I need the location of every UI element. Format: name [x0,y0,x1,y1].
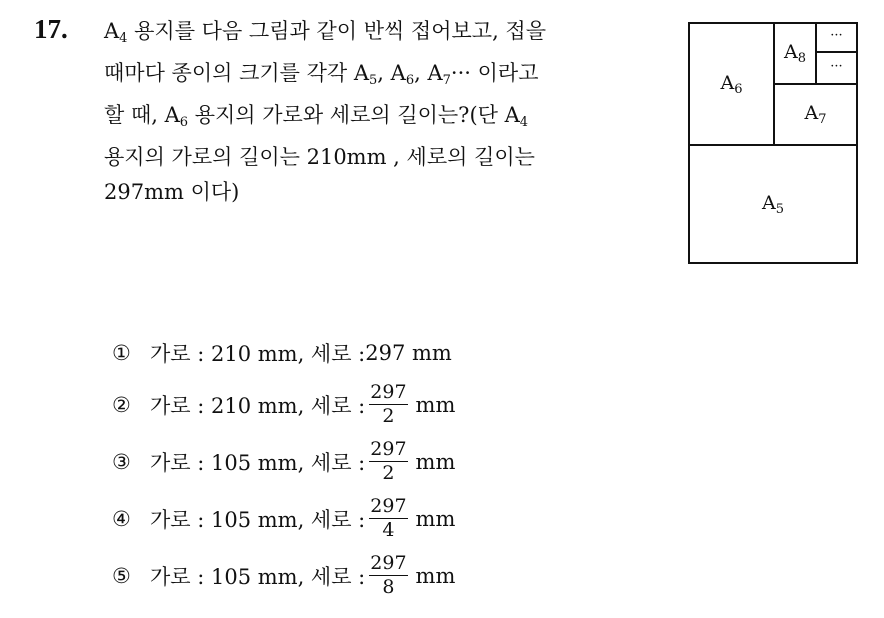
choice-1[interactable] [112,338,452,368]
choice-2[interactable] [112,382,455,427]
unit: mm [415,392,456,417]
numerator: 297 [370,495,407,517]
stem-text: 할 때, A [104,103,180,127]
region-label: $A_6$ [720,71,743,97]
numerator: 297 [370,381,407,403]
choice-number: ① [112,341,131,365]
region-label: $A_8$ [783,41,806,66]
choice-value: 297 mm [365,341,452,365]
denominator: 2 [382,462,395,484]
choice-number: ④ [112,506,131,531]
choice-5[interactable] [112,553,455,598]
paper-fold-diagram [688,22,858,264]
choice-number: ② [112,392,131,417]
stem-text: , A [377,61,406,85]
stem-text: 용지의 가로와 세로의 길이는?(단 A [188,103,520,127]
region-label: $A_5$ [761,191,784,217]
region-a7 [775,83,856,144]
region-dots-top: ··· [817,24,856,53]
fraction [369,553,407,598]
choice-text: 가로 : 210 mm, 세로 : [150,342,366,366]
numerator: 297 [370,438,407,460]
stem-text: 때마다 종이의 크기를 각각 A [104,61,370,85]
unit: mm [415,506,456,531]
region-a6 [690,24,775,144]
fraction [369,439,407,484]
subscript: 7 [442,73,451,88]
stem-text: 용지를 다음 그림과 같이 반씩 접어보고, 접을 [127,19,547,43]
stem-line-1 [104,14,664,56]
denominator: 4 [382,519,395,541]
subscript: 4 [519,115,529,130]
choice-text: 가로 : 105 mm, 세로 : [150,507,366,532]
choice-number: ③ [112,449,131,474]
region-a5 [690,144,856,262]
choice-4[interactable] [112,496,455,541]
fraction [369,382,407,427]
choice-text: 가로 : 105 mm, 세로 : [150,450,366,475]
region-a8 [775,24,817,83]
region-dots-bottom: ··· [830,59,843,74]
choice-3[interactable] [112,439,455,484]
stem-line-4: 용지의 가로의 길이는 210mm , 세로의 길이는 [104,145,535,169]
choice-text: 가로 : 210 mm, 세로 : [150,393,366,418]
question-stem [104,14,664,210]
subscript: 4 [119,31,128,46]
question-number: 17. [34,14,68,44]
stem-line-2 [104,56,664,98]
numerator: 297 [370,552,407,574]
stem-text: ··· 이라고 [450,61,539,85]
stem-text: , A [414,61,443,85]
region-label: $A_7$ [804,102,827,127]
subscript: 6 [405,73,415,88]
stem-line-3 [104,98,664,140]
unit: mm [415,563,456,588]
fraction [369,496,407,541]
choice-number: ⑤ [112,563,131,588]
paper-label: A [104,19,120,43]
subscript: 6 [179,115,189,130]
unit: mm [415,449,456,474]
denominator: 2 [382,405,395,427]
subscript: 5 [369,73,378,88]
stem-line-5: 297mm 이다) [104,180,240,204]
choice-text: 가로 : 105 mm, 세로 : [150,564,366,589]
denominator: 8 [382,576,395,598]
